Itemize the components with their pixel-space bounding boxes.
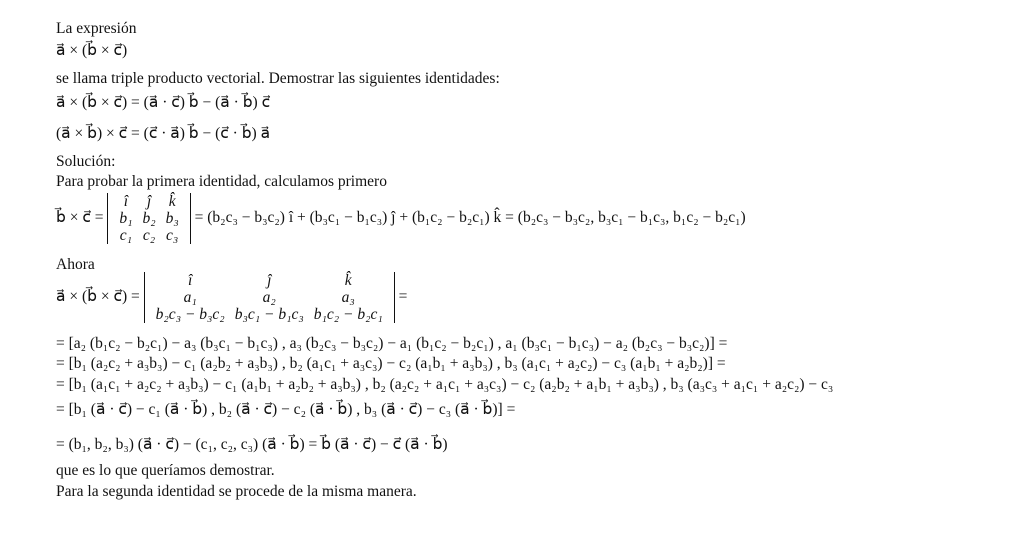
det1-cell: c₁ <box>119 227 133 244</box>
det1-cell: b₃ <box>165 210 179 227</box>
identity-1: a⃗ × (b⃗ × c⃗) = (a⃗ · c⃗) b⃗ − (a⃗ · b⃗) c⃗ <box>56 94 271 111</box>
det2-cell: b₃c₁ − b₁c₃ <box>234 306 304 323</box>
det1-cell: b₂ <box>142 210 156 227</box>
conclusion-1: que es lo que queríamos demostrar. <box>56 462 275 479</box>
det2-cell: a₁ <box>183 289 197 306</box>
det2-cell: b₁c₂ − b₂c₁ <box>313 306 383 323</box>
conclusion-2: Para la segunda identidad se procede de la misma manera. <box>56 483 417 500</box>
proof-intro: Para probar la primera identidad, calculamos primero <box>56 173 387 190</box>
det2-cell: b₂c₃ − b₃c₂ <box>155 306 225 323</box>
det2-cell: k̂ <box>344 272 352 289</box>
bxc-equation <box>56 193 746 244</box>
det1-cell: b₁ <box>119 210 133 227</box>
bxc-rhs: = (b₂c₃ − b₃c₂) î + (b₃c₁ − b₁c₃) ĵ + (b₁c₂ − b₂c₁) k̂ = (b₂c₃ − b₃c₂, b₃c₁ − b₁c₃, b₁c₂ − b₂c₁) <box>194 209 746 227</box>
det2-cell: a₂ <box>262 289 276 306</box>
step-5: = (b₁, b₂, b₃) (a⃗ · c⃗) − (c₁, c₂, c₃) (a⃗ · b⃗) = b⃗ (a⃗ · c⃗) − c⃗ (a⃗ · b⃗) <box>56 436 448 453</box>
step-3: = [b₁ (a₁c₁ + a₂c₂ + a₃b₃) − c₁ (a₁b₁ + a₂b₂ + a₃b₃) , b₂ (a₂c₂ + a₁c₁ + a₃c₃) − c₂ (a₂b₂ + a₁b₁ + a₃b₃) , b₃ (a₃c₃ + a₁c₁ + a₂c₂) − c₃ <box>56 376 834 393</box>
det1-cell: c₃ <box>166 227 179 244</box>
step-2: = [b₁ (a₂c₂ + a₃b₃) − c₁ (a₂b₂ + a₃b₃) , b₂ (a₁c₁ + a₃c₃) − c₂ (a₁b₁ + a₃b₃) , b₃ (a₁c₁ + a₂c₂) − c₃ (a₁b₁ + a₂b₂)] = <box>56 355 726 372</box>
ahora-label: Ahora <box>56 256 95 273</box>
bxc-lhs: b⃗ × c⃗ = <box>56 209 104 227</box>
det2-equals: = <box>398 288 408 306</box>
step-4: = [b₁ (a⃗ · c⃗) − c₁ (a⃗ · b⃗) , b₂ (a⃗ · c⃗) − c₂ (a⃗ · b⃗) , b₃ (a⃗ · c⃗) − c₃ (a⃗ · b⃗)] = <box>56 401 516 418</box>
det1-cell: k̂ <box>168 193 176 210</box>
det2-cell: ĵ <box>267 272 272 289</box>
solution-label: Solución: <box>56 153 116 170</box>
determinant-1 <box>107 193 190 244</box>
intro-text-2: se llama triple producto vectorial. Demostrar las siguientes identidades: <box>56 70 500 87</box>
intro-text-1: La expresión <box>56 20 137 37</box>
det2-cell: a₃ <box>341 289 355 306</box>
det1-cell: c₂ <box>142 227 156 244</box>
det2-cell: î <box>188 272 193 289</box>
axbxc-lhs: a⃗ × (b⃗ × c⃗) = <box>56 288 140 306</box>
step-1: = [a₂ (b₁c₂ − b₂c₁) − a₃ (b₃c₁ − b₁c₃) , a₃ (b₂c₃ − b₃c₂) − a₁ (b₁c₂ − b₂c₁) , a₁ (b₃c₁ − b₁c₃) − a₂ (b₂c₃ − b₃c₂)] = <box>56 335 728 352</box>
determinant-2 <box>144 272 395 323</box>
document-body <box>56 0 1024 535</box>
axbxc-equation <box>56 272 407 323</box>
identity-2: (a⃗ × b⃗) × c⃗ = (c⃗ · a⃗) b⃗ − (c⃗ · b⃗) a⃗ <box>56 125 271 142</box>
det1-cell: ĵ <box>146 193 152 210</box>
det1-cell: î <box>123 193 129 210</box>
expression-triple-product: a⃗ × (b⃗ × c⃗) <box>56 42 128 59</box>
